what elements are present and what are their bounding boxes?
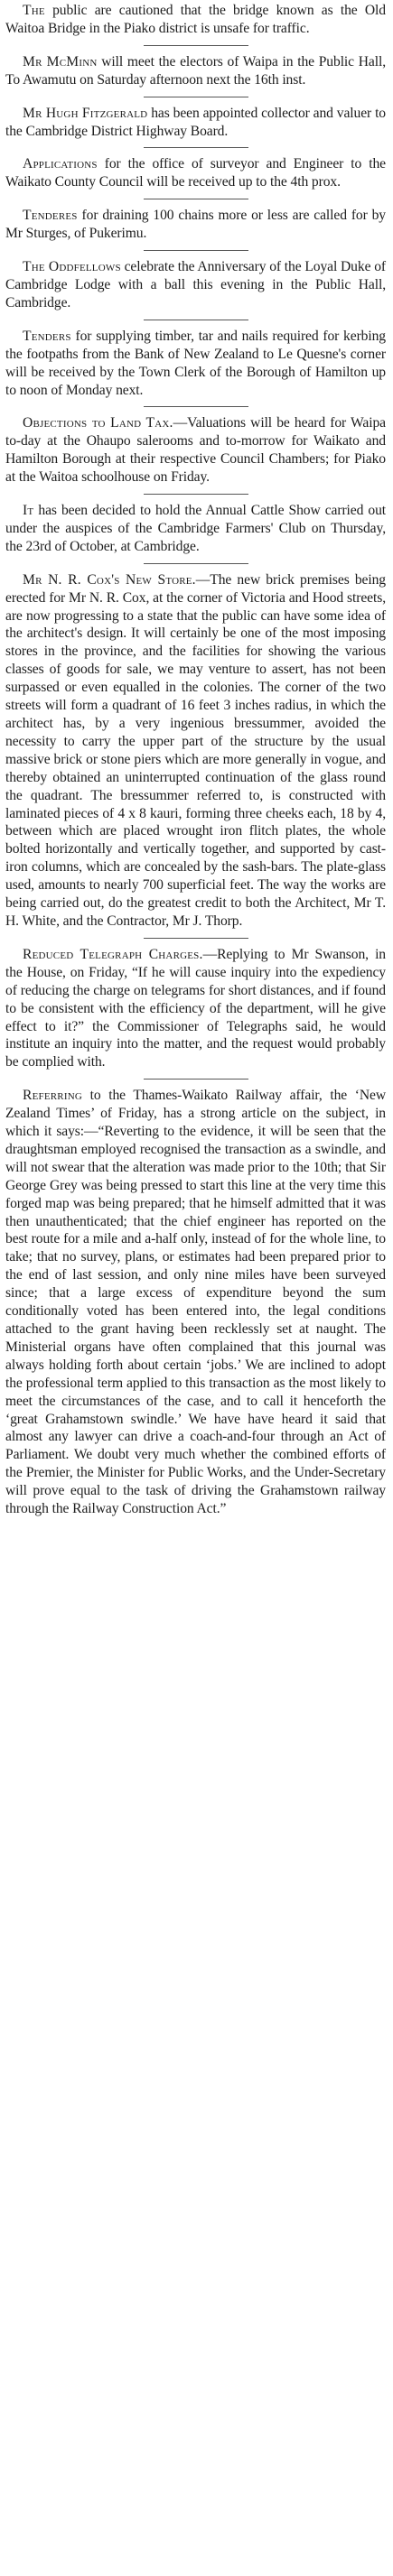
item-text: for supplying timber, tar and nails required for kerbing the footpaths from the Bank of New Zealand to Le Quesne's corner will be received by the Town Clerk of the Borough of Hamilton up to noon of Monday next. (5, 328, 386, 398)
item-text: has been appointed collector and valuer to the Cambridge District Highway Board. (5, 105, 386, 139)
column-rule (144, 1079, 248, 1080)
item-text: public are cautioned that the bridge known as the Old Waitoa Bridge in the Piako district is unsafe for traffic. (5, 3, 386, 36)
item-land-tax-objections (5, 414, 386, 486)
column-rule (144, 938, 248, 939)
item-lead: It (23, 503, 34, 519)
item-lead: Applications (23, 156, 98, 172)
item-text: —The new brick premises being erected for Mr N. R. Cox, at the corner of Victoria and Hood streets, are now progressing to a state that the public can have some idea of the architect's design. It will certainly be one of the most imposing stores in the province, and the facilities for showing the various classes of goods for sale, we may venture to assert, has not been surpassed or even equalled in the colonies. The corner of the two streets will form a quadrant of 16 feet 3 inches radius, in which the architect has, by a very ingenious bressummer, avoided the necessity to carry the upper part of the structure by the usual massive brick or stone piers which are more generally in vogue, and thereby obtained an uninterrupted continuation of the glass round the quadrant. The bressummer referred to, is constructed with laminated pieces of 4 x 8 kauri, forming three cheeks each, 18 by 4, between which are placed wrought iron flitch plates, the whole bolted horizontally and vertically together, and supported by cast-iron columns, which are concealed by the sash-bars. The plate-glass used, amounts to nearly 700 superficial feet. The way the works are being carried out, do the greatest credit to both the Architect, Mr T. H. White, and the Contractor, Mr J. Thorp. (5, 571, 386, 929)
item-cox-new-store (5, 571, 386, 931)
item-text: —Replying to Mr Swanson, in the House, on Friday, “If he will cause inquiry into the expediency of reducing the charge on telegrams for short distances, and if found to be consistent with the efficiency of the department, will he give effect to it?” the Commissioner of Telegraphs said, he would institute an inquiry into the matter, and the request would probably be complied with. (5, 946, 386, 1070)
column-rule (144, 147, 248, 148)
item-lead: Mr N. R. Cox's New Store. (23, 571, 196, 588)
item-text: —Valuations will be heard for Waipa to-day at the Ohaupo salerooms and to-morrow for Waikato and Hamilton Borough at their respective Council Chambers; for Piako at the Waitoa schoolhouse on Friday. (5, 415, 386, 486)
item-lead: Mr Hugh Fitzgerald (23, 105, 148, 121)
item-telegraph-charges (5, 946, 386, 1071)
item-text: celebrate the Anniversary of the Loyal Duke of Cambridge Lodge with a ball this evening in the Public Hall, Cambridge. (5, 259, 386, 310)
item-kerbing-tenders (5, 328, 386, 400)
item-lead: Tenderes (23, 208, 78, 224)
item-mcminn-electors (5, 53, 386, 89)
column-rule (144, 494, 248, 495)
column-rule (144, 563, 248, 564)
item-lead: Tenders (23, 328, 71, 344)
item-text: for the office of surveyor and Engineer to the Waikato County Council will be received up to the 4th prox. (5, 156, 386, 190)
item-lead: Referring (23, 1088, 82, 1104)
column-rule (144, 406, 248, 407)
item-text: will meet the electors of Waipa in the Public Hall, To Awamutu on Saturday afternoon next the 16th inst. (5, 53, 386, 88)
item-draining-tenders (5, 207, 386, 243)
item-cattle-show (5, 502, 386, 556)
item-thames-waikato-railway (5, 1087, 386, 1518)
item-text: for draining 100 chains more or less are called for by Mr Sturges, of Pukerimu. (5, 208, 386, 242)
item-text: to the Thames-Waikato Railway affair, the ‘New Zealand Times’ of Friday, has a strong article on the subject, in which it says:—“Reverting to the evidence, it will be seen that the draughtsman employed recognised the transaction as a swindle, and will not swear that the alteration was made prior to the 10th; that Sir George Grey was being pressed to start this line at the very time this forged map was being prepared; that he himself admitted that it was then unauthenticated; that the chief engineer has reported on the best route for a mile and a-half only, instead of for the whole line, to take; that no survey, plans, or estimates had been prepared prior to the end of last session, and only nine miles have been surveyed since; that a large excess of expenditure beyond the sum conditionally voted has been entered into, the legal conditions attached to the grant having been recklessly set at naught. The Ministerial organs have often complained that this journal was always holding forth about certain ‘jobs.’ We are inclined to adopt the professional term applied to this transaction as the most likely to meet the circumstances of the case, and to call it henceforth the ‘great Grahamstown swindle.’ We have have heard it said that almost any lawyer can drive a coach-and-four through an Act of Parliament. We doubt very much whether the combined efforts of the Premier, the Minister for Public Works, and the Under-Secretary will prove equal to the task of driving the Grahamstown railway through the Railway Construction Act.” (5, 1088, 386, 1517)
item-text: has been decided to hold the Annual Cattle Show carried out under the auspices of the Cambridge Farmers' Club on Thursday, the 23rd of October, at Cambridge. (5, 503, 386, 554)
column-rule (144, 45, 248, 46)
item-lead: The (23, 3, 45, 18)
item-oddfellows-ball (5, 258, 386, 312)
column-rule (144, 250, 248, 251)
item-lead: Objections to Land Tax. (23, 415, 173, 431)
item-lead: The Oddfellows (23, 259, 121, 275)
item-lead: Reduced Telegraph Charges. (23, 946, 203, 962)
item-lead: Mr McMinn (23, 53, 98, 69)
item-old-waitoa-bridge (5, 2, 386, 38)
item-fitzgerald-appointment (5, 105, 386, 141)
item-surveyor-applications (5, 155, 386, 191)
